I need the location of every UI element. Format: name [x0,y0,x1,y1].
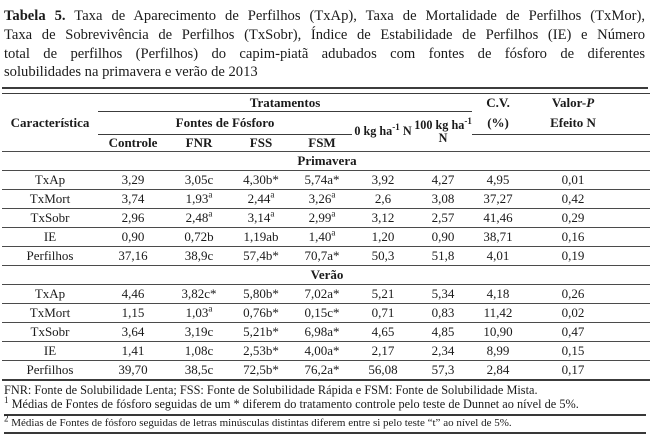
data-cell: 0,72b [184,229,214,245]
footnote-2: $^2$ Médias de Fontes de fósforo seguidas de letras minúsculas distintas diferem entre si pelo teste “t” ao nível de 5%. [4,414,646,434]
data-cell: 39,70 [118,361,148,377]
table-row [2,209,650,228]
data-cell: 1,41 [121,343,145,359]
caption-line-4: solubilidades na primavera e verão de 2013 [4,64,258,81]
caption-line-2: Taxa de Sobrevivência de Perfilhos (TxSobr), Índice de Estabilidade de Perfilhos (IE) e Número [4,26,645,43]
col-header-fontes-fosforo: Fontes de Fósforo [98,112,352,135]
data-cell: 0,47 [561,324,585,340]
data-cell: 4,18 [486,286,510,302]
data-cell: 3,08 [431,191,455,207]
footnotes [2,381,648,434]
data-cell: 5,21 [371,286,395,302]
data-cell: 0,29 [561,210,585,226]
data-cell: 4,95 [486,172,510,188]
data-cell: 5,80b* [243,286,279,302]
row-label: IE [43,343,57,359]
data-cell: 0,16 [561,229,585,245]
table-row [2,342,650,361]
col-header-fss: FSS [249,135,273,151]
data-cell: 3,29 [121,172,145,188]
col-header-100kg-n: 100 kg $ha^{-1}$ N [414,115,472,145]
table-row [2,285,650,304]
col-header-empty-valorp [524,135,650,152]
col-header-controle: Controle [108,135,158,151]
col-header-valor-p: Valor-P [551,94,595,110]
col-header-efeito-n: Efeito N [524,112,650,135]
data-cell: 4,85 [431,324,455,340]
col-header-0kg-n: 0 kg $ha^{-1}$ N [354,122,412,139]
row-label: IE [43,229,57,245]
data-cell: 1,19ab [243,229,279,245]
row-label: TxMort [29,191,71,207]
data-cell: 10,90 [483,324,513,340]
data-cell: 2,84 [486,361,510,377]
row-label: Perfilhos [26,361,74,377]
data-cell: 1,40$^a$ [308,227,336,245]
data-cell: 0,76b* [243,305,279,321]
data-cell: 4,65 [371,324,395,340]
header-row-3 [2,135,650,152]
data-cell: 2,34 [431,343,455,359]
data-cell: 2,17 [371,343,395,359]
data-cell: 4,27 [431,172,455,188]
data-cell: 5,34 [431,286,455,302]
data-cell: 2,6 [374,191,392,207]
table-body [2,152,650,380]
col-header-cv-unit: (%) [472,112,524,135]
data-cell: 76,2a* [304,361,340,377]
row-label: TxAp [34,286,66,302]
col-header-fsm: FSM [308,135,336,151]
data-cell: 38,5c [184,361,214,377]
data-cell: 3,82c* [181,286,217,302]
data-cell: 57,4b* [243,248,279,264]
caption-label: Tabela 5. [4,8,66,24]
data-cell: 56,08 [368,361,398,377]
data-cell: 4,00a* [304,343,340,359]
data-cell: 0,19 [561,248,585,264]
data-cell: 1,03$^a$ [185,303,213,321]
data-cell: 7,02a* [304,286,340,302]
col-header-empty-cv [472,135,524,152]
col-header-caracteristica: Característica [10,114,90,130]
data-cell: 3,12 [371,210,395,226]
data-cell: 38,71 [483,229,513,245]
data-cell: 70,7a* [304,248,340,264]
data-cell: 3,05c [184,172,214,188]
data-cell: 2,96 [121,210,145,226]
table-caption [0,0,650,87]
data-cell: 0,02 [561,305,585,321]
row-label: TxSobr [30,210,70,226]
season-label: Verão [310,267,344,283]
data-cell: 11,42 [483,305,513,321]
data-cell: 5,74a* [304,172,340,188]
data-cell: 3,14$^a$ [247,208,275,226]
season-label: Primavera [297,153,357,169]
data-cell: 0,90 [431,229,455,245]
caption-line-1: Tabela 5. Taxa de Aparecimento de Perfilhos (TxAp), Taxa de Mortalidade de Perfilhos (TxMor), [4,8,646,24]
data-cell: 8,99 [486,343,510,359]
data-cell: 38,9c [184,248,214,264]
data-cell: 3,74 [121,191,145,207]
data-cell: 4,46 [121,286,145,302]
data-cell: 41,46 [483,210,513,226]
header-row-2 [2,112,650,135]
col-header-fnr: FNR [185,135,213,151]
data-cell: 4,30b* [243,172,279,188]
row-label: TxMort [29,305,71,321]
data-cell: 3,64 [121,324,145,340]
data-cell: 0,01 [561,172,585,188]
data-cell: 2,44$^a$ [247,189,275,207]
data-cell: 2,53b* [243,343,279,359]
season-section-row [2,266,650,285]
data-cell: 1,20 [371,229,395,245]
data-cell: 6,98a* [304,324,340,340]
data-cell: 3,19c [184,324,214,340]
table-row [2,190,650,209]
data-cell: 50,3 [371,248,395,264]
table-row [2,361,650,380]
table-row [2,304,650,323]
row-label: TxAp [34,172,66,188]
data-cell: 0,42 [561,191,585,207]
data-cell: 0,71 [371,305,395,321]
table-row [2,228,650,247]
header-row-1 [2,94,650,112]
data-cell: 2,48$^a$ [185,208,213,226]
data-cell: 37,16 [118,248,148,264]
data-cell: 0,83 [431,305,455,321]
data-cell: 72,5b* [243,361,279,377]
table-row [2,247,650,266]
data-cell: 1,93$^a$ [185,189,213,207]
data-cell: 2,57 [431,210,455,226]
data-cell: 51,8 [431,248,455,264]
col-header-tratamentos: Tratamentos [98,94,472,112]
data-cell: 1,08c [184,343,214,359]
data-cell: 37,27 [483,191,513,207]
data-cell: 0,15c* [304,305,340,321]
footnote-1: $^1$ Médias de Fontes de fósforo seguidas de um * diferem do tratamento controle pelo teste de Dunnet ao nível de 5%. [4,394,579,411]
data-cell: 4,01 [486,248,510,264]
data-table [2,93,650,381]
table-row [2,323,650,342]
caption-line-3: total de perfilhos (Perfilhos) do capim-piatã adubados com fontes de fósforo de diferentes [4,45,645,62]
data-cell: 1,15 [121,305,145,321]
data-cell: 0,90 [121,229,145,245]
season-section-row [2,152,650,171]
row-label: TxSobr [30,324,70,340]
row-label: Perfilhos [26,248,74,264]
data-cell: 0,26 [561,286,585,302]
col-header-cv: C.V. [486,94,510,110]
data-cell: 0,15 [561,343,585,359]
data-table-wrapper [2,87,648,381]
data-cell: 2,99$^a$ [308,208,336,226]
data-cell: 5,21b* [243,324,279,340]
table-header [2,94,650,152]
data-cell: 0,17 [561,361,585,377]
footnote-abbreviations: FNR: Fonte de Solubilidade Lenta; FSS: Fonte de Solubilidade Rápida e FSM: Fonte de Solubilidade Mista. [4,382,538,397]
data-cell: 3,26$^a$ [308,189,336,207]
table-row [2,171,650,190]
data-cell: 57,3 [431,361,455,377]
data-cell: 3,92 [371,172,395,188]
